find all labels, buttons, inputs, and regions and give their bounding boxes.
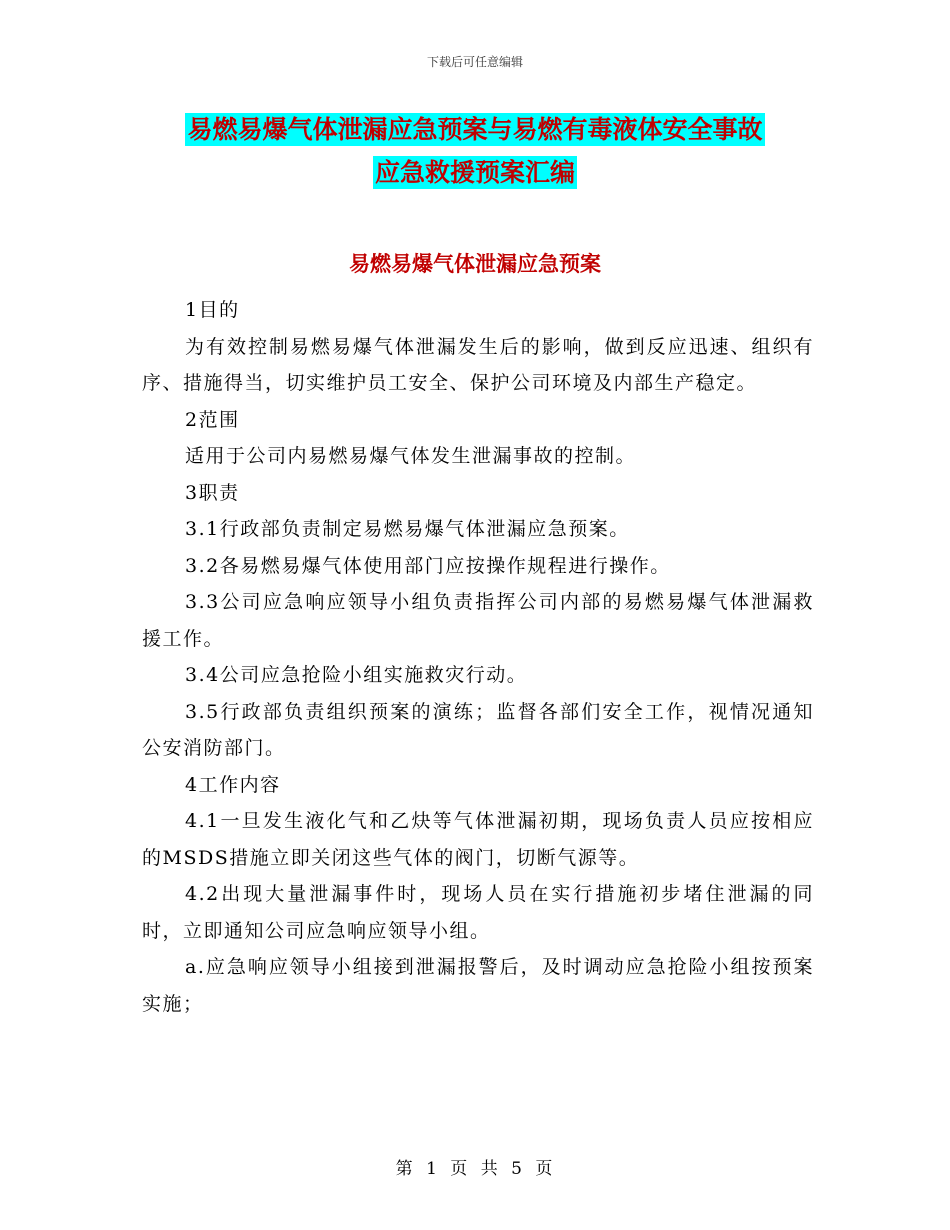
- document-title: [140, 108, 810, 194]
- heading-responsibilities: 3职责: [185, 481, 240, 504]
- paragraph-scope: 适用于公司内易燃易爆气体发生泄漏事故的控制。: [185, 445, 637, 467]
- body-content: [142, 292, 814, 1022]
- paragraph-3-1: 3.1行政部负责制定易燃易爆气体泄漏应急预案。: [185, 518, 630, 540]
- paragraph-3-5: 3.5行政部负责组织预案的演练；监督各部们安全工作，视情况通知公安消防部门。: [142, 700, 814, 759]
- paragraph-purpose: 为有效控制易燃易爆气体泄漏发生后的影响，做到反应迅速、组织有序、措施得当，切实维护员工安全、保护公司环境及内部生产稳定。: [142, 335, 814, 394]
- heading-scope: 2范围: [185, 408, 240, 431]
- heading-work-content: 4工作内容: [185, 773, 281, 796]
- document-title-line-1: 易燃易爆气体泄漏应急预案与易燃有毒液体安全事故: [187, 115, 763, 144]
- paragraph-4-2-a: a.应急响应领导小组接到泄漏报警后，及时调动应急抢险小组按预案实施；: [142, 956, 814, 1015]
- header-note: 下载后可任意编辑: [426, 55, 523, 69]
- heading-purpose: 1目的: [185, 299, 240, 321]
- paragraph-4-1: 4.1一旦发生液化气和乙炔等气体泄漏初期，现场负责人员应按相应的MSDS措施立即关闭这些气体的阀门，切断气源等。: [142, 810, 814, 869]
- page-footer: 第 1 页 共 5 页: [395, 1159, 555, 1179]
- section-title: 易燃易爆气体泄漏应急预案: [349, 252, 601, 276]
- paragraph-3-4: 3.4公司应急抢险小组实施救灾行动。: [185, 664, 528, 686]
- document-title-line-2: 应急救援预案汇编: [374, 158, 575, 187]
- paragraph-3-2: 3.2各易燃易爆气体使用部门应按操作规程进行操作。: [185, 554, 671, 577]
- paragraph-3-3: 3.3公司应急响应领导小组负责指挥公司内部的易燃易爆气体泄漏救援工作。: [142, 591, 814, 650]
- paragraph-4-2: 4.2出现大量泄漏事件时，现场人员在实行措施初步堵住泄漏的同时，立即通知公司应急响应领导小组。: [142, 883, 814, 942]
